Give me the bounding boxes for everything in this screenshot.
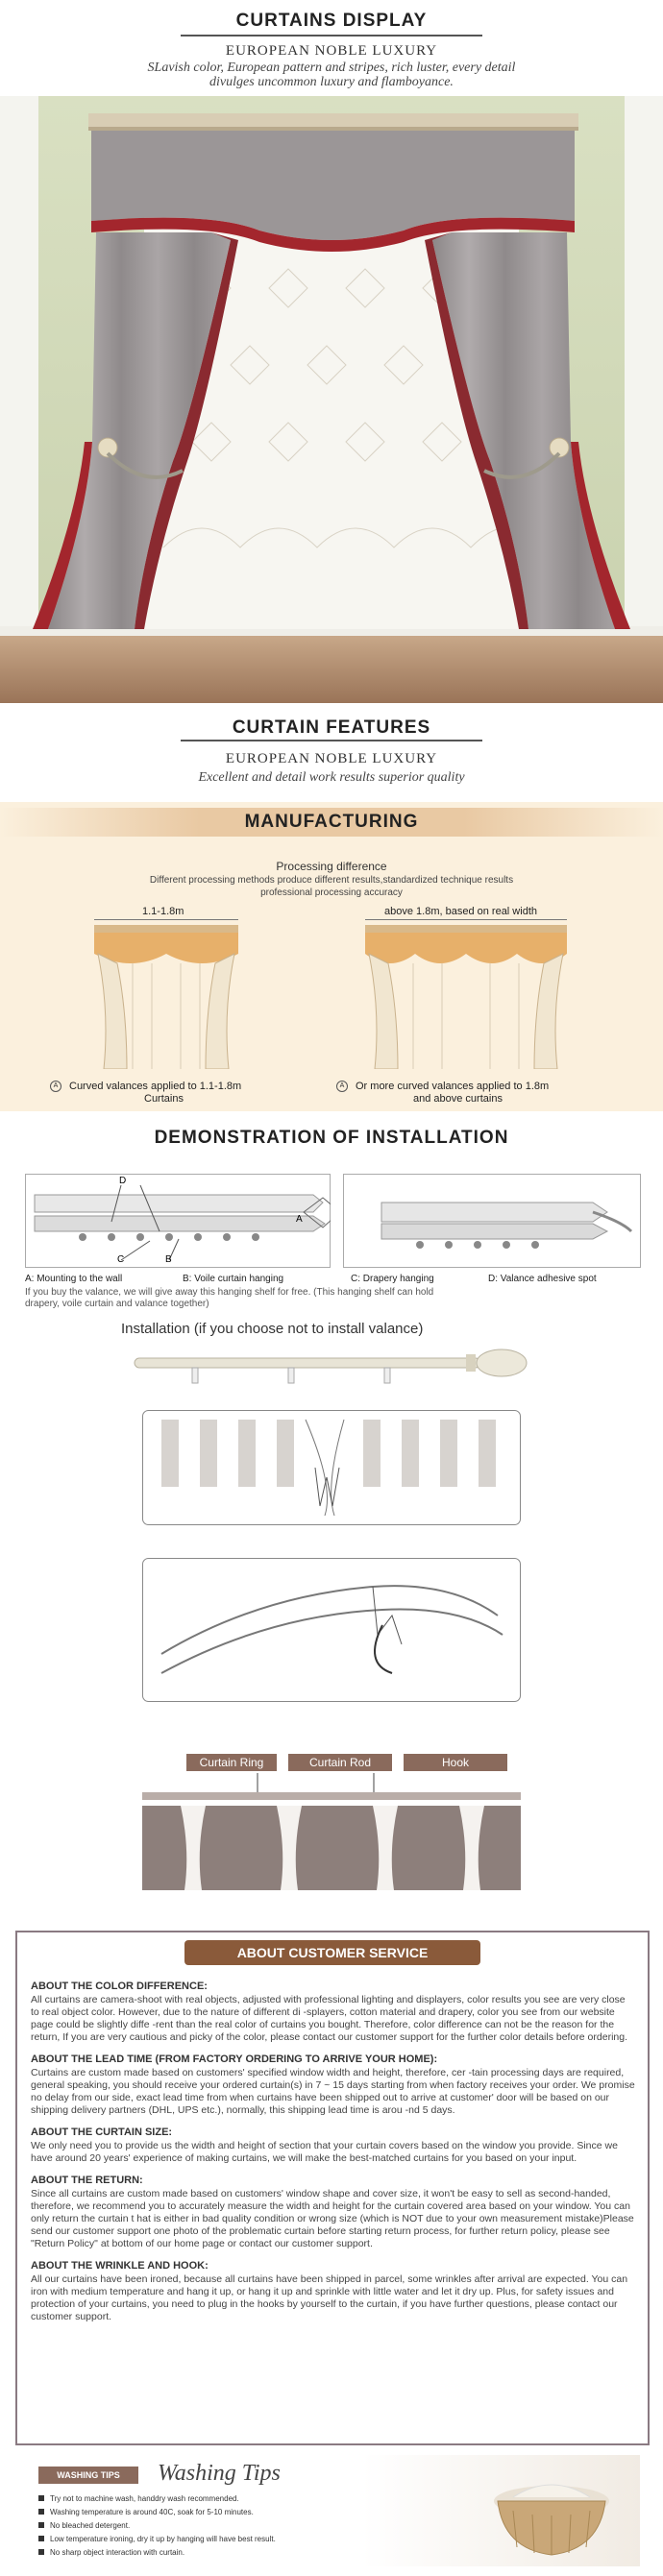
right-caption-1: Or more curved valances applied to 1.8m [356, 1081, 550, 1092]
washing-item [38, 2505, 442, 2518]
cs-body-color: All curtains are camera-shoot with real objects, adjusted with professional lighting and displayers, color results you see are very close to real object color. However, due to the nature of different di -splayers, cotton material and drapery, color you see from our website page could be slightly diffe -rent than the real color of curtains you bought. Therefore, color difference can not be the reason for the return, If you are very cautious and picky of the color, please contact our customer support for the further color details before ordering. [31, 1994, 627, 2043]
cs-section-return [31, 2175, 636, 2250]
features-header [0, 713, 663, 804]
single-valance-illustration [94, 925, 238, 1069]
customer-service-body [31, 1971, 636, 2323]
label-b: B [165, 1254, 172, 1265]
features-tagline: Excellent and detail work results superior quality [198, 770, 465, 785]
pleat-hook-illustration-1 [142, 1410, 521, 1525]
bullet-icon [38, 2549, 44, 2555]
cs-head-color: ABOUT THE COLOR DIFFERENCE: [31, 1981, 208, 1992]
cs-section-lead-time [31, 2054, 636, 2117]
legend-c: C: Drapery hanging [351, 1274, 434, 1284]
washing-item [38, 2491, 442, 2505]
left-caption-1: Curved valances applied to 1.1-1.8m [69, 1081, 242, 1092]
customer-service-title-bar [184, 1940, 480, 1965]
washing-list [38, 2491, 442, 2559]
features-title-bar [181, 717, 482, 741]
cs-body-lead-time: Curtains are custom made based on customers' specified window width and height, therefore, cer -tain processing days are required, general speaking, you should receive your ordered curtain(s) in 7 ~ 15 days starting from when factory receives your order. We promise no delay from our side, exact lead time from when curtains have been shipped out to arrive at customer' door will be based on our shipping delivery partners (DHL, UPS etc.), normally, this shipping lead time is arou -nd 5 days. [31, 2067, 635, 2116]
cs-section-color [31, 1981, 636, 2044]
processing-desc-1: Different processing methods produce different results,standardized technique results [149, 875, 514, 886]
install-note-1: If you buy the valance, we will give away this hanging shelf for free. (This hanging shelf can hold [25, 1287, 434, 1298]
washing-item [38, 2545, 442, 2559]
multi-valance-illustration [365, 925, 567, 1069]
tag-curtain-ring: Curtain Ring [186, 1754, 277, 1771]
left-marker [50, 1081, 61, 1092]
right-width-label: above 1.8m, based on real width [384, 906, 537, 917]
cs-section-size [31, 2126, 636, 2165]
display-title: CURTAINS DISPLAY [235, 11, 428, 31]
manufacturing-section [0, 802, 663, 1111]
display-header [0, 0, 663, 91]
cs-body-size: We only need you to provide us the width and height of section that your curtain covers based on the window you provide. Since we have around 20 years' experience of making curtains, we will make the best-matched curtains for you based on your input. [31, 2140, 618, 2164]
install-note-2: drapery, voile curtain and valance together) [25, 1299, 209, 1309]
left-marker-label: A [53, 1082, 59, 1089]
ring-rod-hook-illustration [142, 1773, 521, 1894]
legend-a: A: Mounting to the wall [25, 1274, 123, 1284]
bullet-icon [38, 2522, 44, 2528]
right-marker-label: A [339, 1082, 345, 1089]
label-a: A [296, 1214, 303, 1225]
washing-item [38, 2532, 442, 2545]
features-subtitle: EUROPEAN NOBLE LUXURY [225, 751, 438, 766]
processing-desc-2: professional processing accuracy [260, 887, 403, 898]
cs-body-return: Since all curtains are custom made based on customers' window shape and cover size, it won't be easy to sell as second-handed, therefore, we recommend you to accurately measure the width and height for the curtain covered area based on your window. You can only return the curtain t hat is either in bad quality condition or wrong size (which is NOT due to your own measurement mistake)Please send our customer support one photo of the problematic curtain before starting return process, for further return policy, please see "Return Policy" at bottom of our home page or contact our customer support. [31, 2188, 634, 2249]
washing-script: Washing Tips [158, 2461, 281, 2486]
tag-curtain-rod: Curtain Rod [288, 1754, 392, 1771]
washing-tag-label: WASHING TIPS [57, 2470, 120, 2480]
display-tagline-1: SLavish color, European pattern and stripes, rich luster, every detail [147, 61, 516, 75]
curtain-rod-illustration [125, 1345, 528, 1393]
customer-service-panel [15, 1931, 650, 2445]
left-width-line [94, 919, 238, 920]
washing-item-text: Try not to machine wash, handdry wash recommended. [50, 2493, 239, 2503]
right-marker [336, 1081, 348, 1092]
legend-d: D: Valance adhesive spot [488, 1274, 597, 1284]
curtain-hero-image [0, 96, 663, 703]
washing-tag [38, 2467, 138, 2484]
tag-hook: Hook [404, 1754, 507, 1771]
installation-section [0, 1124, 663, 1911]
washing-item-text: Low temperature ironing, dry it up by hanging will have best result. [50, 2534, 276, 2543]
display-title-bar [181, 8, 482, 36]
manufacturing-title-bar [0, 808, 663, 837]
bullet-icon [38, 2536, 44, 2541]
legend-b: B: Voile curtain hanging [183, 1274, 284, 1284]
washing-item [38, 2518, 442, 2532]
cs-section-wrinkle [31, 2260, 636, 2323]
left-caption-2: Curtains [144, 1093, 184, 1105]
right-caption-2: and above curtains [413, 1093, 503, 1105]
bullet-icon [38, 2509, 44, 2515]
pleat-hook-illustration-2 [142, 1558, 521, 1702]
left-width-label: 1.1-1.8m [142, 906, 184, 917]
features-title: CURTAIN FEATURES [232, 717, 431, 738]
cs-head-size: ABOUT THE CURTAIN SIZE: [31, 2126, 173, 2138]
washing-tips-panel [23, 2455, 640, 2566]
cs-head-return: ABOUT THE RETURN: [31, 2175, 143, 2186]
right-width-line [365, 919, 567, 920]
washing-item-text: Washing temperature is around 40C, soak for 5-10 minutes. [50, 2507, 254, 2516]
bracket-panel-left [25, 1174, 331, 1268]
cs-head-wrinkle: ABOUT THE WRINKLE AND HOOK: [31, 2260, 209, 2272]
processing-heading: Processing difference [276, 860, 387, 873]
washing-item-text: No bleached detergent. [50, 2520, 131, 2530]
label-c: C [117, 1254, 125, 1265]
customer-service-title: ABOUT CUSTOMER SERVICE [236, 1945, 429, 1960]
bullet-icon [38, 2495, 44, 2501]
manufacturing-title: MANUFACTURING [244, 812, 419, 832]
no-valance-title: Installation (if you choose not to install valance) [121, 1321, 424, 1337]
label-d: D [119, 1176, 127, 1186]
washing-item-text: No sharp object interaction with curtain. [50, 2547, 185, 2557]
display-tagline-2: divulges uncommon luxury and flamboyance. [209, 75, 454, 89]
installation-title: DEMONSTRATION OF INSTALLATION [154, 1128, 509, 1148]
cs-head-lead-time: ABOUT THE LEAD TIME (FROM FACTORY ORDERING TO ARRIVE YOUR HOME): [31, 2054, 438, 2065]
laundry-basket-illustration [475, 2463, 628, 2563]
display-subtitle: EUROPEAN NOBLE LUXURY [225, 43, 438, 59]
cs-body-wrinkle: All our curtains have been ironed, because all curtains have been shipped in parcel, some wrinkles after arrival are expected. You can iron with medium temperature and hang it up, or hang it up and sprinkle with little water and let it dry up. Plus, for safety issues and protection of your curtains, you need to plug in the hooks by yourself to the curtain, if you have further questions, please contact our customer support. [31, 2273, 628, 2322]
bracket-panel-right [343, 1174, 641, 1268]
curtain-room-illustration [0, 96, 663, 703]
